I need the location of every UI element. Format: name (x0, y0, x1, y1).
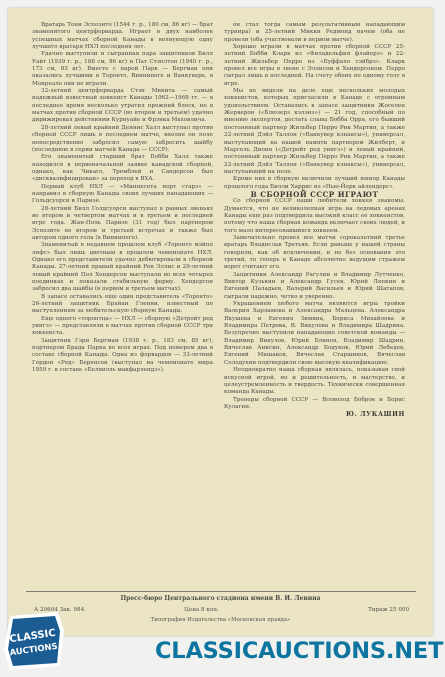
logo-word-classic: CLASSIC (8, 627, 57, 646)
footer-divider (26, 591, 416, 592)
paragraph: Мы не видели на деле еще нескольких молодых хоккеистов, которых пригласили в Канаде с огромным удовольствием. Оставались в запасе защитники Жоселен Жерверон («Блюзерз кэлэнз») — 21 год, способный по мнению экспертов, достать славы Бобба Орра, его бывший постоянный партнер Жильбер Перро Рик Мартин, а также 22-летний Дэйл Таллон («Ванкувер кэнаксы»), универсал, выступающий на нашей памяти партнером Жилберт, и Марсель Дионн («Детройт ред уингз») и левый крайний, постоянный партнер Жильбер Перро Рик Мартин, а также 22-летний Дэйл Таллон («Ванкувер кэнаксы»), универсал, выступающий на поле. (224, 88, 405, 175)
paragraph: Тренеры сборной СССР — Всеволод Бобров и Борис Кулагин. (224, 396, 405, 410)
paragraph: Со сборной СССР наши любители хоккея знакомы. Думается, что не великолепная игра на ледовых аренах Канады еще раз подтвердила высокий класс ее хоккеистов, потому что наша сборная команда включает своих людей, и того мало интересовавшихся хоккеем. (224, 198, 405, 234)
paragraph: Хорошо играли в матчах против сборной СССР 25-летний Бобби Кларк из «Филадельфия флайерз» и 22-летний Жильбер Перро из «Буффало сэйбрз». Кларк провел все игры в звене с Эллисом и Хендерсоном. Перро сыграл лишь в последней. На счету обоих по одному голу в игре. (224, 44, 405, 87)
order-number: А 20604 Зак. 984. (34, 607, 86, 613)
printer-line: Типография Издательства «Московская правда» (150, 617, 291, 623)
paragraph: Вратарь Тони Эспозито (1544 г. р., 180 см, 86 кг) — брат знаменитого центрфорварда. Играет в двух наиболее успешных матчах сборной Канады в волнующую одну лучшего вратаря НХЛ последняя лет. (32, 22, 213, 51)
paragraph: Знаменитый в недавнем прошлом клуб «Торонто мэйпл лифс» был лишь цветным в прошлом чемпионате НХЛ. Однако его представители удачно дебютировали в сборной Канады. 27-летний правый крайний Рон Эллис и 29-летний левый крайний Пол Хендерсон выступали во всех четырех поединках и показали стабильную форму. Хендерсон забросил два шайбы (в первом и третьем матчах). (32, 242, 213, 293)
section-heading: В СБОРНОЙ СССР ИГРАЮТ (250, 189, 379, 199)
paragraph: Еще одного «торонтца» — НХЛ — сборную «Детройт ред уингз» — представляли в матчах против сборной СССР три хоккеиста. (32, 315, 213, 337)
paragraph: 28-летний Билл Голдсуорси выступал в равных звеньях во втором и четвертом матчах и в третьем и последней игре года. Жан-Поль Паризе (31 год) был партнером Эспозито во втором и третьей встречах и также был автором одного гола (в Виннипеге). (32, 205, 213, 241)
paragraph: он стал тогда самым результативным нападающим турнира) и 25-летний Микки Редмонд начем (оба не провели (оба участвовали в первом матче). (224, 22, 405, 43)
paragraph: Кроме них в сборную включили лучший юниор Канады прошлого года Билли Харрис из «Нью-Йорк айлендерс». (224, 176, 405, 190)
program-page (8, 8, 433, 636)
paragraph: Удачно выступили и сыгранная пара защитников Билл Уайт (1939 г. р., 188 см, 86 кг) и Пат Стэплтон (1940 г. р., 173 см, 85 кг). Вместе с парой Парк — Бергман они оказались лучшими в Торонто, Виннипеге и Ванкувере, в Монреале они не играли. (32, 51, 213, 87)
paragraph: Его знаменитый старший брат Бобби Халл также находился в первоначальной заявке канадской сборной, однако, как Чикаго, Тремблей и Сандерсон был «дисквалифицирован» за переход в ВХА. (32, 154, 213, 183)
logo-word-auctions: AUCTIONS (9, 640, 59, 658)
paragraph: 32-летний центрфорварда Стэн Микита — самый надежный известный хоккеист Канады 1962—1968 гг. — в последнее время несколько утратил прежний блеск, но в матчах против сборной СССР (во втором и третьем) удачно дирижировал действиями Курнуайе и Фрэнка Маховлича. (32, 88, 213, 124)
paragraph: В запасе оставались еще один представитель «Торонто» 26-летний защитник Брайан Гленни, известный по выступлениям за любительскую сборную Канады. (32, 293, 213, 315)
paragraph: Украшением любого матча являются игры тройки Валерия Харламова и Александра Мальцева. Александра Якушева и Евгения Зимина, Бориса Михайлова и Владимира Петрова, В. Викулова и Владимира Шадрина. Безупречно выступили нападающие советской команды — Владимир Викулов, Юрий Блинов, Владимир Шадрин, Вячеслав Анисин, Александр Бодунов, Юрий Лебедев, Евгений Мишаков, Вячеслав Старшинов, Вячеслав Солодухин подтвердили свою высокую квалификацию. (224, 301, 405, 366)
right-text-column (224, 22, 405, 419)
publisher-line: Пресс-бюро Центрального стадиона имени В. И. Ленина (120, 595, 321, 602)
paragraph: Защитники Александр Рагулин и Владимир Лутченко, Виктор Кузькин и Александр Гусев, Юрий Ляпкин и Евгений Паладьев, Валерий Васильев и Юрий Шатапов, сыграли надежно, четко и уверенно. (224, 271, 405, 300)
paragraph: 28-летний левый крайний Деннис Халл выступал против сборной СССР лишь в последнем матче, вполне он поле непосредственно забросил самую забросить шайбу (последнюю в серии матчей Канада — СССР). (32, 124, 213, 153)
paragraph: Первый клуб НХЛ — «Миннесота норт старз» — направил в сборную Канады своих лучших нападающих — Гольдсуорси и Паризе. (32, 183, 213, 205)
classic-auctions-logo (2, 610, 66, 672)
paragraph: Защитник Гэри Бергман (1938 г. р., 183 см, 85 кг), партнером Брада Парка во всех играх. Под номером два в составе сборной Канады. Одна из форвардов — 33-летний Гордон «Ред» Беренсон (выступал на чемпионате мира 1959 г. в составе «Белвилль макфарлендз»). (32, 337, 213, 374)
paragraph: Неоднократно наша сборная являлась, показывая свой искусной игрой, но и решительность, и мастерство, и целеустремленность и твердость. Технически совершенная команда Канады. (224, 367, 405, 396)
print-run: Тираж 25 000 (368, 607, 409, 613)
paragraph: Замечательно провел все матчи сорокалетний третье вратарь Владислав Третьяк. Если раньше у нашей страны говорили, как об исключении, и не без основания это третий, то теперь в Канаде абсолютно ведущим стражем ворот считают его. (224, 234, 405, 271)
price: Цена 8 коп. (184, 607, 219, 613)
author-signature: Ю. ЛУКАШИН (346, 411, 405, 419)
watermark-url: CLASSICAUCTIONS.NET (155, 638, 444, 664)
left-text-column (32, 22, 213, 375)
